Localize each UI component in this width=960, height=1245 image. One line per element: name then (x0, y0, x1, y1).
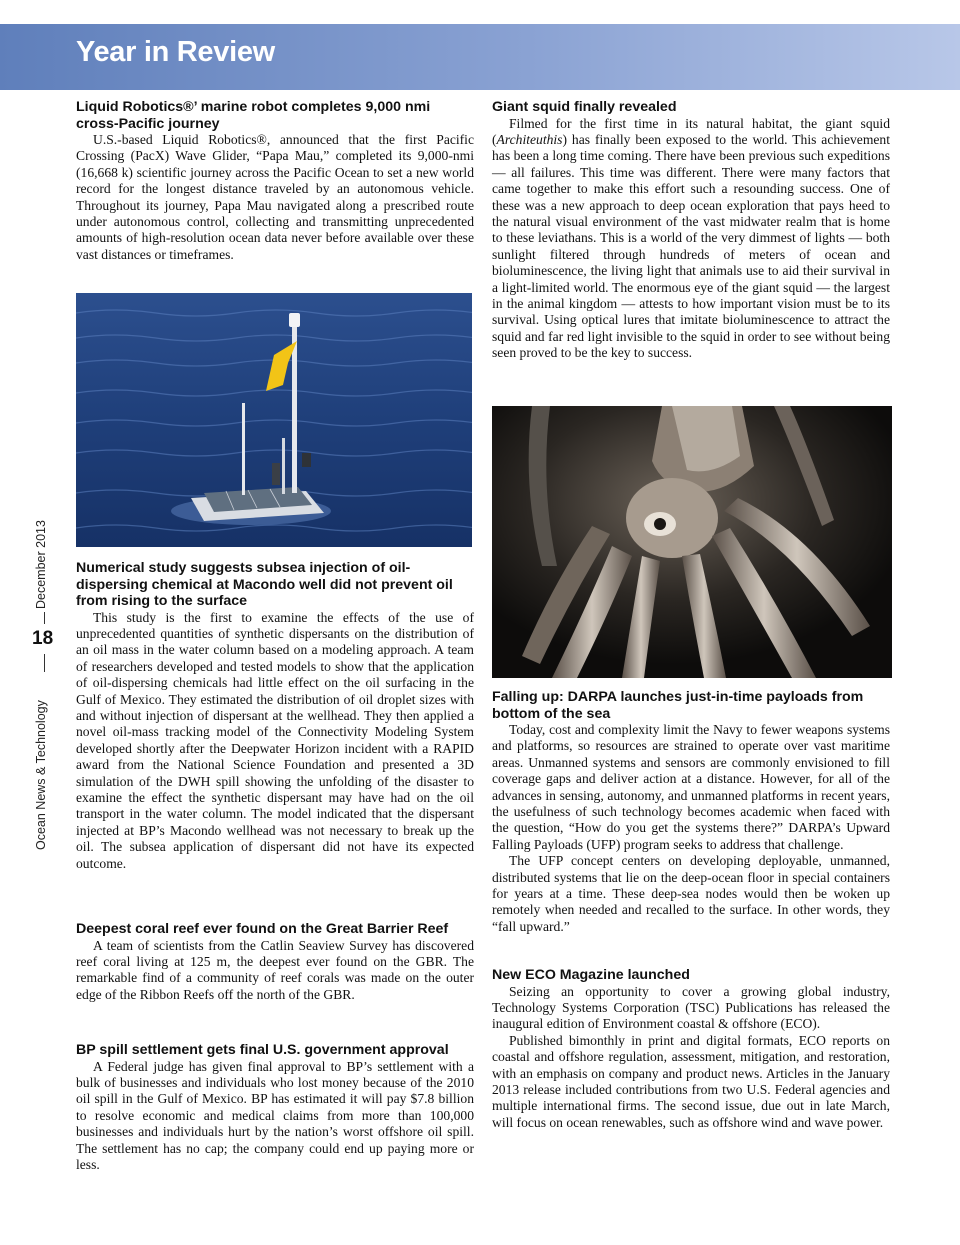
sidebar-rule-bottom (44, 654, 45, 672)
article-headline: Falling up: DARPA launches just-in-time payloads from bottom of the sea (492, 689, 864, 722)
page-number: 18 (32, 628, 54, 649)
body-part-2: ) has finally been exposed to the world. This achievement has been a long time coming. There have been previous such expeditions — all failures. This time was different. There were many factors that came together to make this effort such a resounding success. One of these was a new approach to deep ocean exploration that pays heed to the natural visual environment of the vast midwater realm that is home to these leviathans. This is a world of the very dimmest of lights — both sunlight filtered through hundreds of meters of ocean and bioluminescence, the living light that animals use to aid their survival in a light-limited world. The enormous eye of the giant squid — the largest in the animal kingdom — attests to how important vision must be to its survival. Using optical lures that imitate bioluminescence to attract the squid and far red light invisible to the squid in order to see without being seen proved to be the key to success. (492, 131, 890, 361)
article-bp-settlement (76, 1042, 474, 1173)
article-headline: BP spill settlement gets final U.S. government approval (76, 1042, 449, 1058)
article-body-1: Today, cost and complexity limit the Navy to fewer weapons systems and platforms, so resources are strained to operate over vast maritime areas. Unmanned systems and sensors are commonly envisioned to fill coverage gaps and deliver action at a distance. However, for all of the advances in sensing, autonomy, and unmanned platforms in recent years, the usefulness of such technology becomes academic when faced with the question, “How do you get the systems there?” DARPA’s Upward Falling Payloads (UFP) program seeks to address that challenge. (492, 722, 890, 852)
article-headline: Numerical study suggests subsea injection of oil-dispersing chemical at Macondo well did not prevent oil from rising to the surface (76, 560, 453, 609)
article-eco-magazine (492, 967, 890, 1131)
sidebar-publication: Ocean News & Technology (34, 700, 48, 850)
article-coral-reef (76, 921, 474, 1003)
section-title: Year in Review (76, 36, 275, 68)
article-body-2: Published bimonthly in print and digital formats, ECO reports on coastal and offshore regulation, assessment, mitigation, and restoration, with an emphasis on company and product news. Articles in the January 2013 release included contributions from two U.S. Federal agencies and multiple international firms. The second issue, due out in late March, will focus on ocean renewables, such as offshore wind and wave power. (492, 1032, 890, 1130)
body-part-1: Filmed for the first time in its natural habitat, the giant squid ( (492, 115, 890, 147)
giant-squid-photo (492, 406, 892, 678)
article-headline: New ECO Magazine launched (492, 967, 690, 983)
article-body (492, 116, 890, 362)
article-headline: Deepest coral reef ever found on the Great Barrier Reef (76, 921, 449, 937)
article-body-1: Seizing an opportunity to cover a growing global industry, Technology Systems Corporation (TSC) Publications has released the inaugural edition of Environment coastal & offshore (ECO). (492, 983, 890, 1032)
giant-squid-illustration (492, 406, 892, 678)
article-body: A Federal judge has given final approval to BP’s settlement with a bulk of businesses and individuals who lost money because of the 2010 oil spill in the Gulf of Mexico. BP has estimated it will pay $7.8 billion to resolve economic and medical claims from more than 100,000 businesses and individuals hurt by the nation’s worst offshore oil spill. The settlement has no cap; the company could end up paying more or less. (76, 1058, 474, 1172)
article-body: This study is the first to examine the effects of the use of unprecedented quantities of synthetic dispersants on the distribution of an oil mass in the water column based on a modeling approach. A team of researchers developed and tested models to show that the application of oil-dispersing chemicals had little effect on the oil surfacing in the Gulf of Mexico. They estimated the distribution of oil droplet sizes with and without injection of dispersant at the wellhead. They then applied a novel oil-mass tracking model of the Connectivity Modeling System developed shortly after the Deepwater Horizon incident with a RAPID award from the National Science Foundation and presented a 3D simulation of the DWH spill showing the unfolding of the disaster to examine the effect the synthetic dispersant may have had on the oil transport in the water column. The model indicated that the dispersant injected at BP’s Macondo wellhead was not necessary to break up the oil. The subsea application of dispersant did not have its expected outcome. (76, 609, 474, 871)
article-body: U.S.-based Liquid Robotics®, announced that the first Pacific Crossing (PacX) Wave Glider, “Papa Mau,” completed its 9,000-nmi (16,668 k) scientific journey across the Pacific Ocean to set a new world record for the longest distance traveled by an autonomous vehicle. Throughout its journey, Papa Mau navigated along a prescribed route under autonomous control, collecting and transmitting unprecedented amounts of high-resolution ocean data never before available over these vast distances or timeframes. (76, 132, 474, 262)
article-body-2: The UFP concept centers on developing deployable, unmanned, distributed systems that lie on the deep-ocean floor in special containers for years at a time. These deep-sea nodes would then be woken up remotely when needed and recalled to the surface. In other words, they “fall upward.” (492, 853, 890, 934)
section-banner (0, 24, 960, 90)
wave-glider-illustration (76, 293, 472, 547)
article-giant-squid (492, 99, 890, 362)
wave-glider-photo (76, 293, 472, 547)
sidebar-month: December 2013 (34, 520, 48, 609)
article-headline: Giant squid finally revealed (492, 99, 677, 115)
article-headline: Liquid Robotics®’ marine robot completes 9,000 nmi cross-Pacific journey (76, 99, 431, 132)
article-body: A team of scientists from the Catlin Seaview Survey has discovered reef coral living at 125 m, the deepest ever found on the GBR. The remarkable find of a community of reef corals was made on the outer edge of the Ribbon Reefs off the north of the GBR. (76, 937, 474, 1002)
article-liquid-robotics (76, 99, 474, 263)
sidebar-rule-top (44, 612, 45, 624)
species-name: Architeuthis (496, 131, 563, 147)
article-darpa (492, 689, 890, 935)
sidebar (28, 505, 58, 855)
article-numerical-study (76, 560, 474, 872)
